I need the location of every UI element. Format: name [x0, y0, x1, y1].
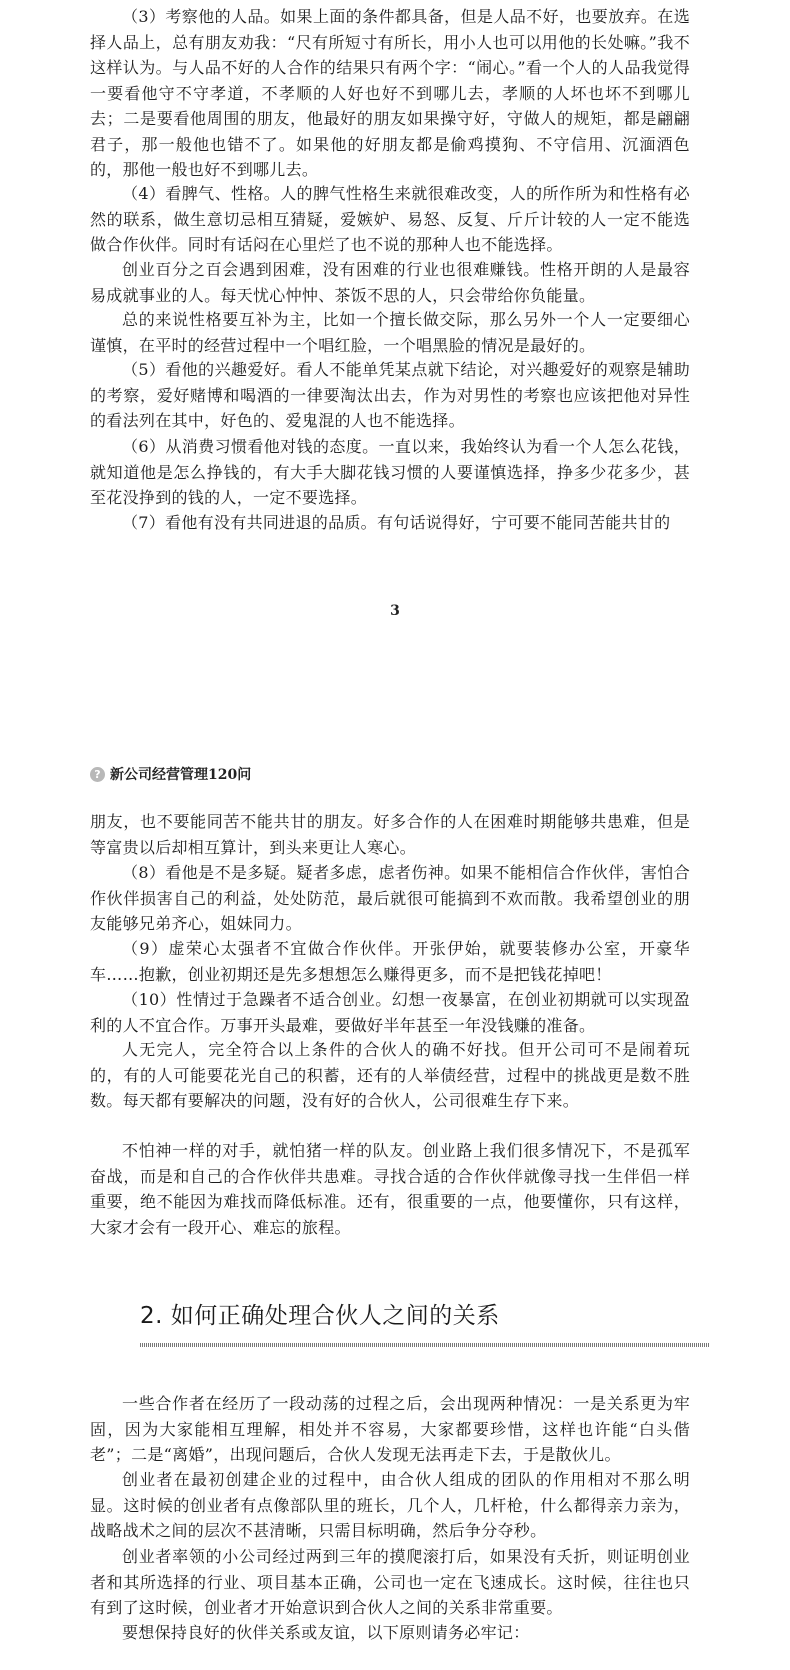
running-header — [90, 764, 251, 784]
paragraph-teammates: 不怕神一样的对手，就怕猪一样的队友。创业路上我们很多情况下，不是孤军奋战，而是和自己的合作伙伴共患难。寻找合适的合作伙伴就像寻找一生伴侣一样重要，绝不能因为难找而降低标准。还有，很重要的一点，他要懂你，只有这样，大家才会有一段开心、难忘的旅程。 — [90, 1141, 690, 1237]
paragraph-growth-stage: 创业者率领的小公司经过两到三年的摸爬滚打后，如果没有夭折，则证明创业者和其所选择的行业、项目基本正确，公司也一定在飞速成长。这时候，往往也只有到了这时候，创业者才开始意识到合伙人之间的关系非常重要。 — [90, 1547, 690, 1617]
paragraph-nobody-perfect: 人无完人，完全符合以上条件的合伙人的确不好找。但开公司可不是闹着玩的，有的人可能要花光自己的积蓄，还有的人举债经营，过程中的挑战更是数不胜数。每天都有要解决的问题，没有好的合伙人，公司很难生存下来。 — [90, 1040, 690, 1110]
paragraph-complementary: 总的来说性格要互补为主，比如一个擅长做交际，那么另外一个人一定要细心谨慎，在平时的经营过程中一个唱红脸，一个唱黑脸的情况是最好的。 — [90, 310, 690, 355]
paragraph-optimism: 创业百分之百会遇到困难，没有困难的行业也很难赚钱。性格开朗的人是最容易成就事业的人。每天忧心忡忡、茶饭不思的人，只会带给你负能量。 — [90, 260, 690, 305]
section-divider — [140, 1343, 710, 1347]
paragraph-two-outcomes: 一些合作者在经历了一段动荡的过程之后，会出现两种情况：一是关系更为牢固，因为大家能相互理解，相处并不容易，大家都要珍惜，这样也许能“白头偕老”；二是“离婚”，出现问题后，合伙人发现无法再走下去，于是散伙儿。 — [90, 1394, 690, 1464]
paragraph-loyalty-start: （7）看他有没有共同进退的品质。有句话说得好，宁可要不能同苦能共甘的 — [122, 513, 671, 532]
section-title: 2. 如何正确处理合伙人之间的关系 — [140, 1303, 500, 1329]
paragraph-principles-intro: 要想保持良好的伙伴关系或友谊，以下原则请务必牢记： — [122, 1623, 530, 1642]
paragraph-suspicion: （8）看他是不是多疑。疑者多虑，虑者伤神。如果不能相信合作伙伴，害怕合作伙伴损害自己的利益，处处防范，最后就很可能搞到不欢而散。我希望创业的朋友能够兄弟齐心，姐妹同力。 — [90, 863, 690, 933]
page-number: 3 — [390, 603, 400, 619]
paragraph-impatience: （10）性情过于急躁者不适合创业。幻想一夜暴富，在创业初期就可以实现盈利的人不宜合作。万事开头最难，要做好半年甚至一年没钱赚的准备。 — [90, 990, 690, 1035]
question-icon: ? — [90, 767, 105, 782]
book-title: 新公司经营管理120问 — [110, 767, 252, 783]
paragraph-hobbies: （5）看他的兴趣爱好。看人不能单凭某点就下结论，对兴趣爱好的观察是辅助的考察，爱好赌博和喝酒的一律要淘汰出去，作为对男性的考察也应该把他对异性的看法列在其中，好色的、爱鬼混的人也不能选择。 — [90, 360, 690, 430]
page-upper — [0, 0, 790, 620]
paragraph-early-stage: 创业者在最初创建企业的过程中，由合伙人组成的团队的作用相对不那么明显。这时候的创业者有点像部队里的班长，几个人，几杆枪，什么都得亲力亲为，战略战术之间的层次不甚清晰，只需目标明确，然后争分夺秒。 — [90, 1470, 690, 1540]
paragraph-vanity: （9）虚荣心太强者不宜做合作伙伴。开张伊始，就要装修办公室，开豪华车……抱歉，创业初期还是先多想想怎么赚得更多，而不是把钱花掉吧！ — [90, 939, 690, 984]
paragraph-loyalty-end: 朋友，也不要能同苦不能共甘的朋友。好多合作的人在困难时期能够共患难，但是等富贵以后却相互算计，到头来更让人寒心。 — [90, 812, 690, 857]
paragraph-spending: （6）从消费习惯看他对钱的态度。一直以来，我始终认为看一个人怎么花钱，就知道他是怎么挣钱的，有大手大脚花钱习惯的人要谨慎选择，挣多少花多少，甚至花没挣到的钱的人，一定不要选择。 — [90, 437, 690, 507]
paragraph-character: （3）考察他的人品。如果上面的条件都具备，但是人品不好，也要放弃。在选择人品上，总有朋友劝我：“尺有所短寸有所长，用小人也可以用他的长处嘛。”我不这样认为。与人品不好的人合作的结果只有两个字：“闹心。”看一个人的人品我觉得一要看他守不守孝道，不孝顺的人好也好不到哪儿去，孝顺的人坏也坏不到哪儿去；二是要看他周围的朋友，他最好的朋友如果操守好，守做人的规矩，都是翩翩君子，那一般他也错不了。如果他的好朋友都是偷鸡摸狗、不守信用、沉湎酒色的，那他一般也好不到哪儿去。 — [90, 7, 690, 179]
paragraph-temperament: （4）看脾气、性格。人的脾气性格生来就很难改变，人的所作所为和性格有必然的联系，做生意切忌相互猜疑，爱嫉妒、易怒、反复、斤斤计较的人一定不能选做合作伙伴。同时有话闷在心里烂了也不说的那种人也不能选择。 — [90, 184, 690, 254]
